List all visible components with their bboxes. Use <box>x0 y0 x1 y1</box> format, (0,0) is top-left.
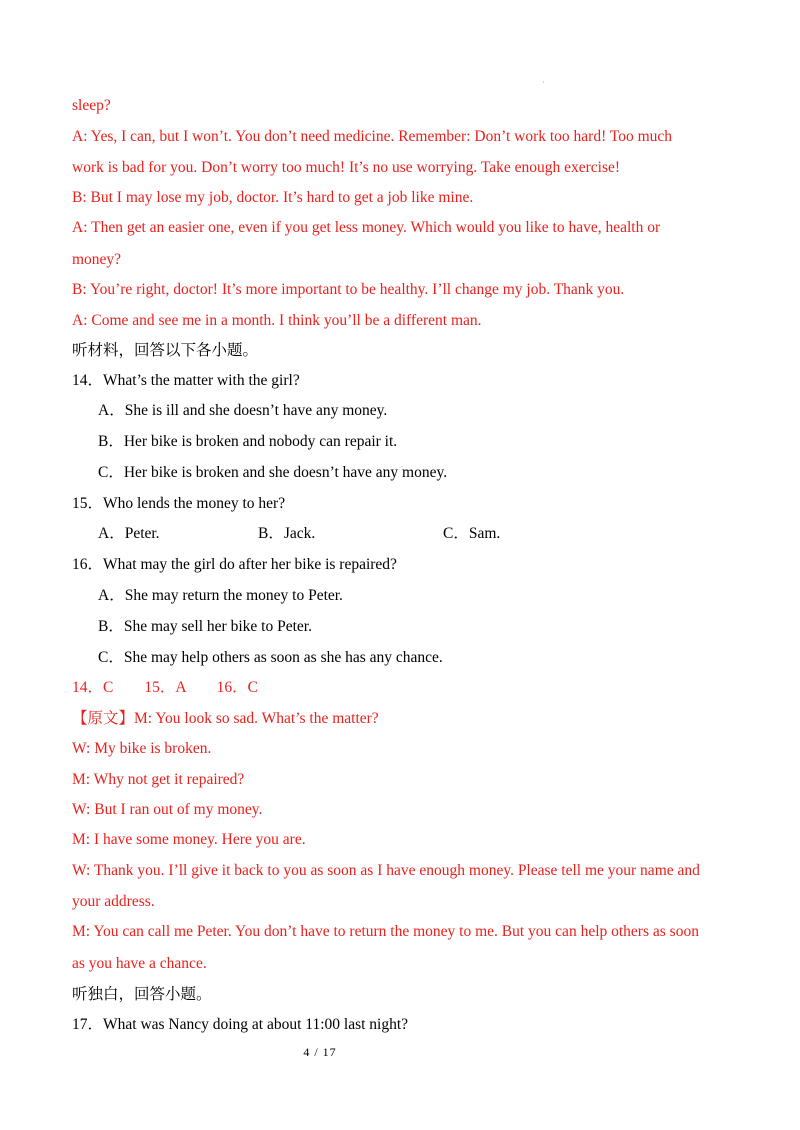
question-15: 15．Who lends the money to her? <box>72 495 286 512</box>
section-instruction: 听材料，回答以下各小题。 <box>72 342 259 359</box>
page-number: 4 / 17 <box>303 1045 337 1059</box>
option-a: A．She is ill and she doesn’t have any money. <box>98 402 388 419</box>
text-line: B: You’re right, doctor! It’s more important to be healthy. I’ll change my job. Thank you. <box>72 281 625 298</box>
transcript-heading: 【原文】M: You look so sad. What’s the matter? <box>72 710 379 727</box>
text-line: W: My bike is broken. <box>72 740 212 757</box>
top-mark: · <box>542 78 545 87</box>
text-line: your address. <box>72 893 155 910</box>
text-line: money? <box>72 251 122 268</box>
text-line: W: Thank you. I’ll give it back to you as soon as I have enough money. Please tell me your name and <box>72 862 700 879</box>
text-line: M: Why not get it repaired? <box>72 771 245 788</box>
section-instruction: 听独白，回答小题。 <box>72 986 212 1003</box>
text-line: A: Come and see me in a month. I think you’ll be a different man. <box>72 312 482 329</box>
option-a: A．She may return the money to Peter. <box>98 587 343 604</box>
question-14: 14．What’s the matter with the girl? <box>72 372 300 389</box>
option-b: B．She may sell her bike to Peter. <box>98 618 312 635</box>
text-line: M: I have some money. Here you are. <box>72 831 306 848</box>
text-line: sleep? <box>72 97 111 114</box>
text-line: work is bad for you. Don’t worry too much! It’s no use worrying. Take enough exercise! <box>72 159 621 176</box>
option-c: C．She may help others as soon as she has any chance. <box>98 649 443 666</box>
text-line: A: Then get an easier one, even if you get less money. Which would you like to have, health or <box>72 219 661 236</box>
text-line: as you have a chance. <box>72 955 207 972</box>
text-line: W: But I ran out of my money. <box>72 801 263 818</box>
option-b: B．Jack. <box>258 525 316 542</box>
question-17: 17．What was Nancy doing at about 11:00 last night? <box>72 1016 409 1033</box>
text-line: M: You can call me Peter. You don’t have to return the money to me. But you can help others as soon <box>72 923 699 940</box>
option-c: C．Sam. <box>443 525 501 542</box>
answer-key: 14．C 15．A 16．C <box>72 679 259 696</box>
option-b: B．Her bike is broken and nobody can repair it. <box>98 433 398 450</box>
option-c: C．Her bike is broken and she doesn’t have any money. <box>98 464 448 481</box>
text-line: A: Yes, I can, but I won’t. You don’t need medicine. Remember: Don’t work too hard! Too much <box>72 128 673 145</box>
option-a: A．Peter. <box>98 525 160 542</box>
text-line: B: But I may lose my job, doctor. It’s hard to get a job like mine. <box>72 189 474 206</box>
question-16: 16．What may the girl do after her bike is repaired? <box>72 556 397 573</box>
